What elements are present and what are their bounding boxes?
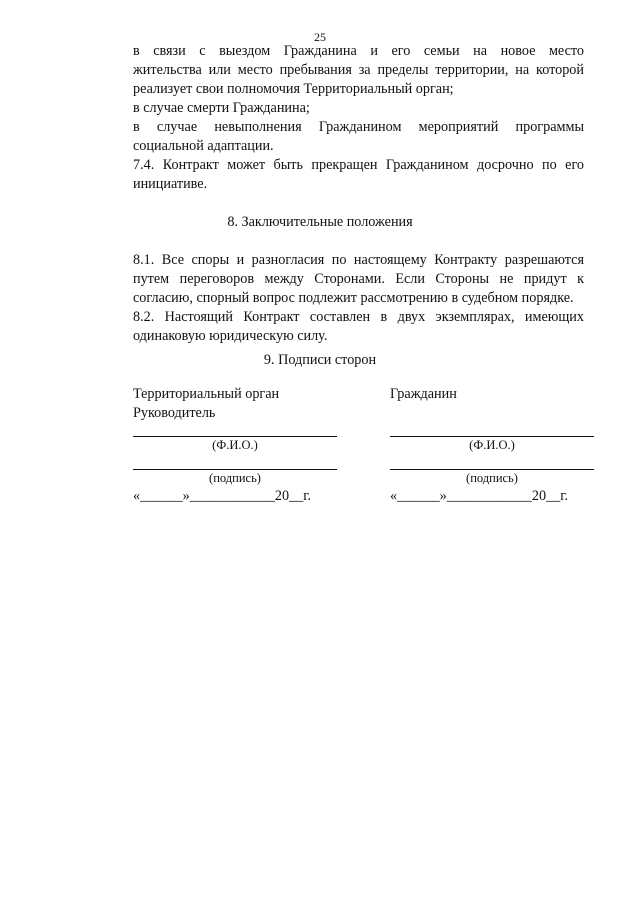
p74-line2: инициативе. — [133, 176, 208, 192]
p81-line1: 8.1. Все споры и разногласия по настоящему Контракту разрешаются — [133, 252, 584, 268]
right-fio-caption: (Ф.И.О.) — [469, 438, 515, 452]
left-date: «______»____________20__г. — [133, 488, 312, 504]
right-fio-line — [390, 436, 594, 437]
left-sign-caption: (подпись) — [209, 471, 261, 485]
right-party-label: Гражданин — [390, 386, 457, 402]
right-sign-line — [390, 469, 594, 470]
left-fio-caption: (Ф.И.О.) — [212, 438, 258, 452]
section7-tail — [133, 42, 584, 194]
item1-line1: в связи с выездом Гражданина и его семьи на новое место — [133, 43, 584, 59]
right-sign-caption: (подпись) — [466, 471, 518, 485]
item3-line2: социальной адаптации. — [133, 138, 274, 154]
p82-line1: 8.2. Настоящий Контракт составлен в двух экземплярах, имеющих — [133, 309, 584, 325]
left-sign-line — [133, 469, 337, 470]
left-org-label: Территориальный орган — [133, 386, 280, 402]
p82-line2: одинаковую юридическую силу. — [133, 328, 328, 344]
p81-line3: согласию, спорный вопрос подлежит рассмотрению в судебном порядке. — [133, 290, 574, 306]
section8-body — [133, 251, 584, 346]
p81-line2: путем переговоров между Сторонами. Если Стороны не придут к — [133, 271, 584, 287]
left-role-label: Руководитель — [133, 405, 216, 421]
page-number: 25 — [314, 30, 326, 44]
right-date: «______»____________20__г. — [390, 488, 569, 504]
section8-title: 8. Заключительные положения — [227, 214, 413, 230]
left-fio-line — [133, 436, 337, 437]
item1-line3: реализует свои полномочия Территориальный орган; — [133, 81, 454, 97]
section9-title: 9. Подписи сторон — [263, 352, 377, 368]
p74-line1: 7.4. Контракт может быть прекращен Гражданином досрочно по его — [133, 157, 584, 173]
item1-line2: жительства или место пребывания за пределы территории, на которой — [133, 62, 584, 78]
item2: в случае смерти Гражданина; — [133, 100, 310, 116]
item3-line1: в случае невыполнения Гражданином мероприятий программы — [133, 119, 584, 135]
